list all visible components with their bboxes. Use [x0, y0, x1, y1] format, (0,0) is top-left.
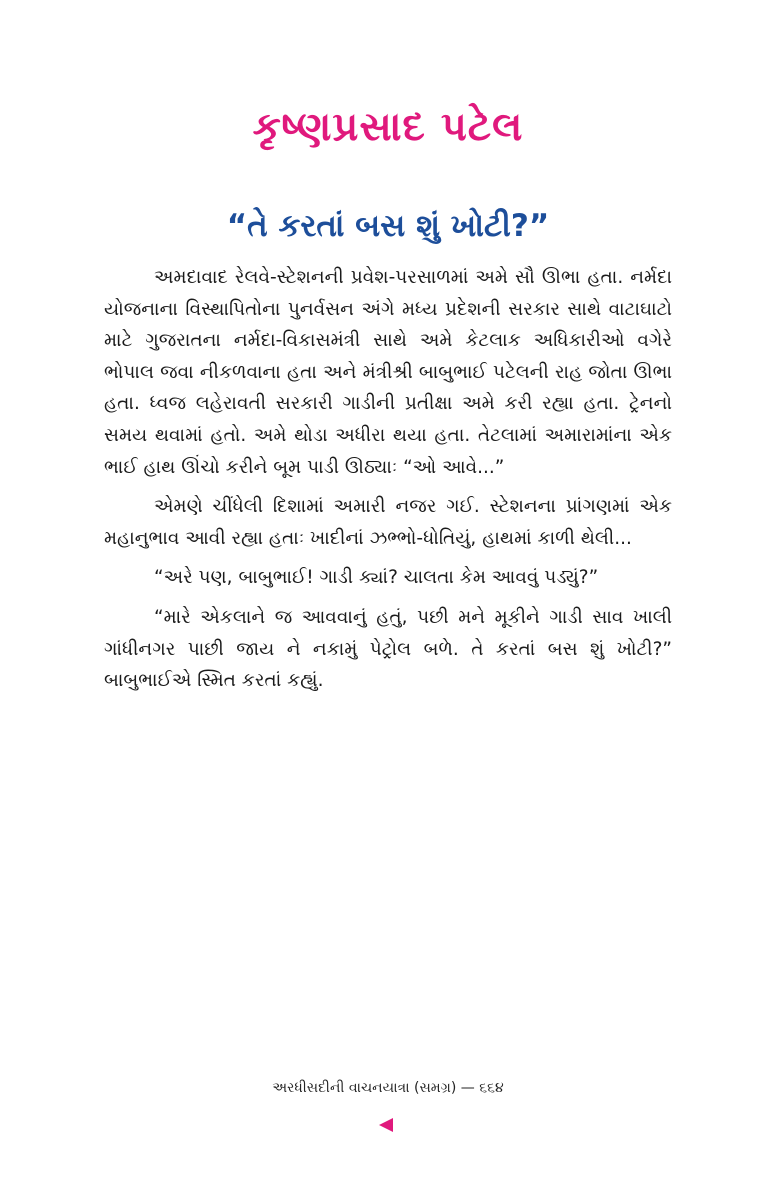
story-body: [104, 262, 672, 705]
author-name: કૃષ્ણપ્રસાદ પટેલ: [252, 104, 524, 150]
page-footer: અરધીસદીની વાચનયાત્રા (સમગ્ર) — ૬૬૪: [272, 1080, 504, 1096]
prev-page-arrow-icon[interactable]: [379, 1118, 393, 1132]
paragraph-2: એમણે ચીંધેલી દિશામાં અમારી નજર ગઈ. સ્ટેશનના પ્રાંગણમાં એક મહાનુભાવ આવી રહ્યા હતાઃ ખાદીનાં ઝભ્ભો-ધોતિયું, હાથમાં કાળી થેલી...: [104, 496, 672, 549]
paragraph-4: “મારે એકલાને જ આવવાનું હતું, પછી મને મૂકીને ગાડી સાવ ખાલી ગાંધીનગર પાછી જાય ને નકામું પેટ્રોલ બળે. તે કરતાં બસ શું ખોટી?” બાબુભાઈએ સ્મિત કરતાં કહ્યું.: [104, 606, 672, 692]
paragraph-1: અમદાવાદ રેલવે-સ્ટેશનની પ્રવેશ-પરસાળમાં અમે સૌ ઊભા હતા. નર્મદા યોજનાના વિસ્થાપિતોના પુનર્વસન અંગે મધ્ય પ્રદેશની સરકાર સાથે વાટાઘાટો માટે ગુજરાતના નર્મદા-વિકાસમંત્રી સાથે અમે કેટલાક અધિકારીઓ વગેરે ભોપાલ જવા નીકળવાના હતા અને મંત્રીશ્રી બાબુભાઈ પટેલની રાહ જોતા ઊભા હતા. ધ્વજ લહેરાવતી સરકારી ગાડીની પ્રતીક્ષા અમે કરી રહ્યા હતા. ટ્રેનનો સમય થવામાં હતો. અમે થોડા અધીરા થયા હતા. તેટલામાં અમારામાંના એક ભાઈ હાથ ઊંચો કરીને બૂમ પાડી ઊઠ્યાઃ “ઓ આવે...”: [104, 267, 672, 478]
story-title: “તે કરતાં બસ શું ખોટી?”: [226, 208, 550, 244]
paragraph-3: “અરે પણ, બાબુભાઈ! ગાડી ક્યાં? ચાલતા કેમ આવવું પડ્યું?”: [154, 567, 599, 589]
